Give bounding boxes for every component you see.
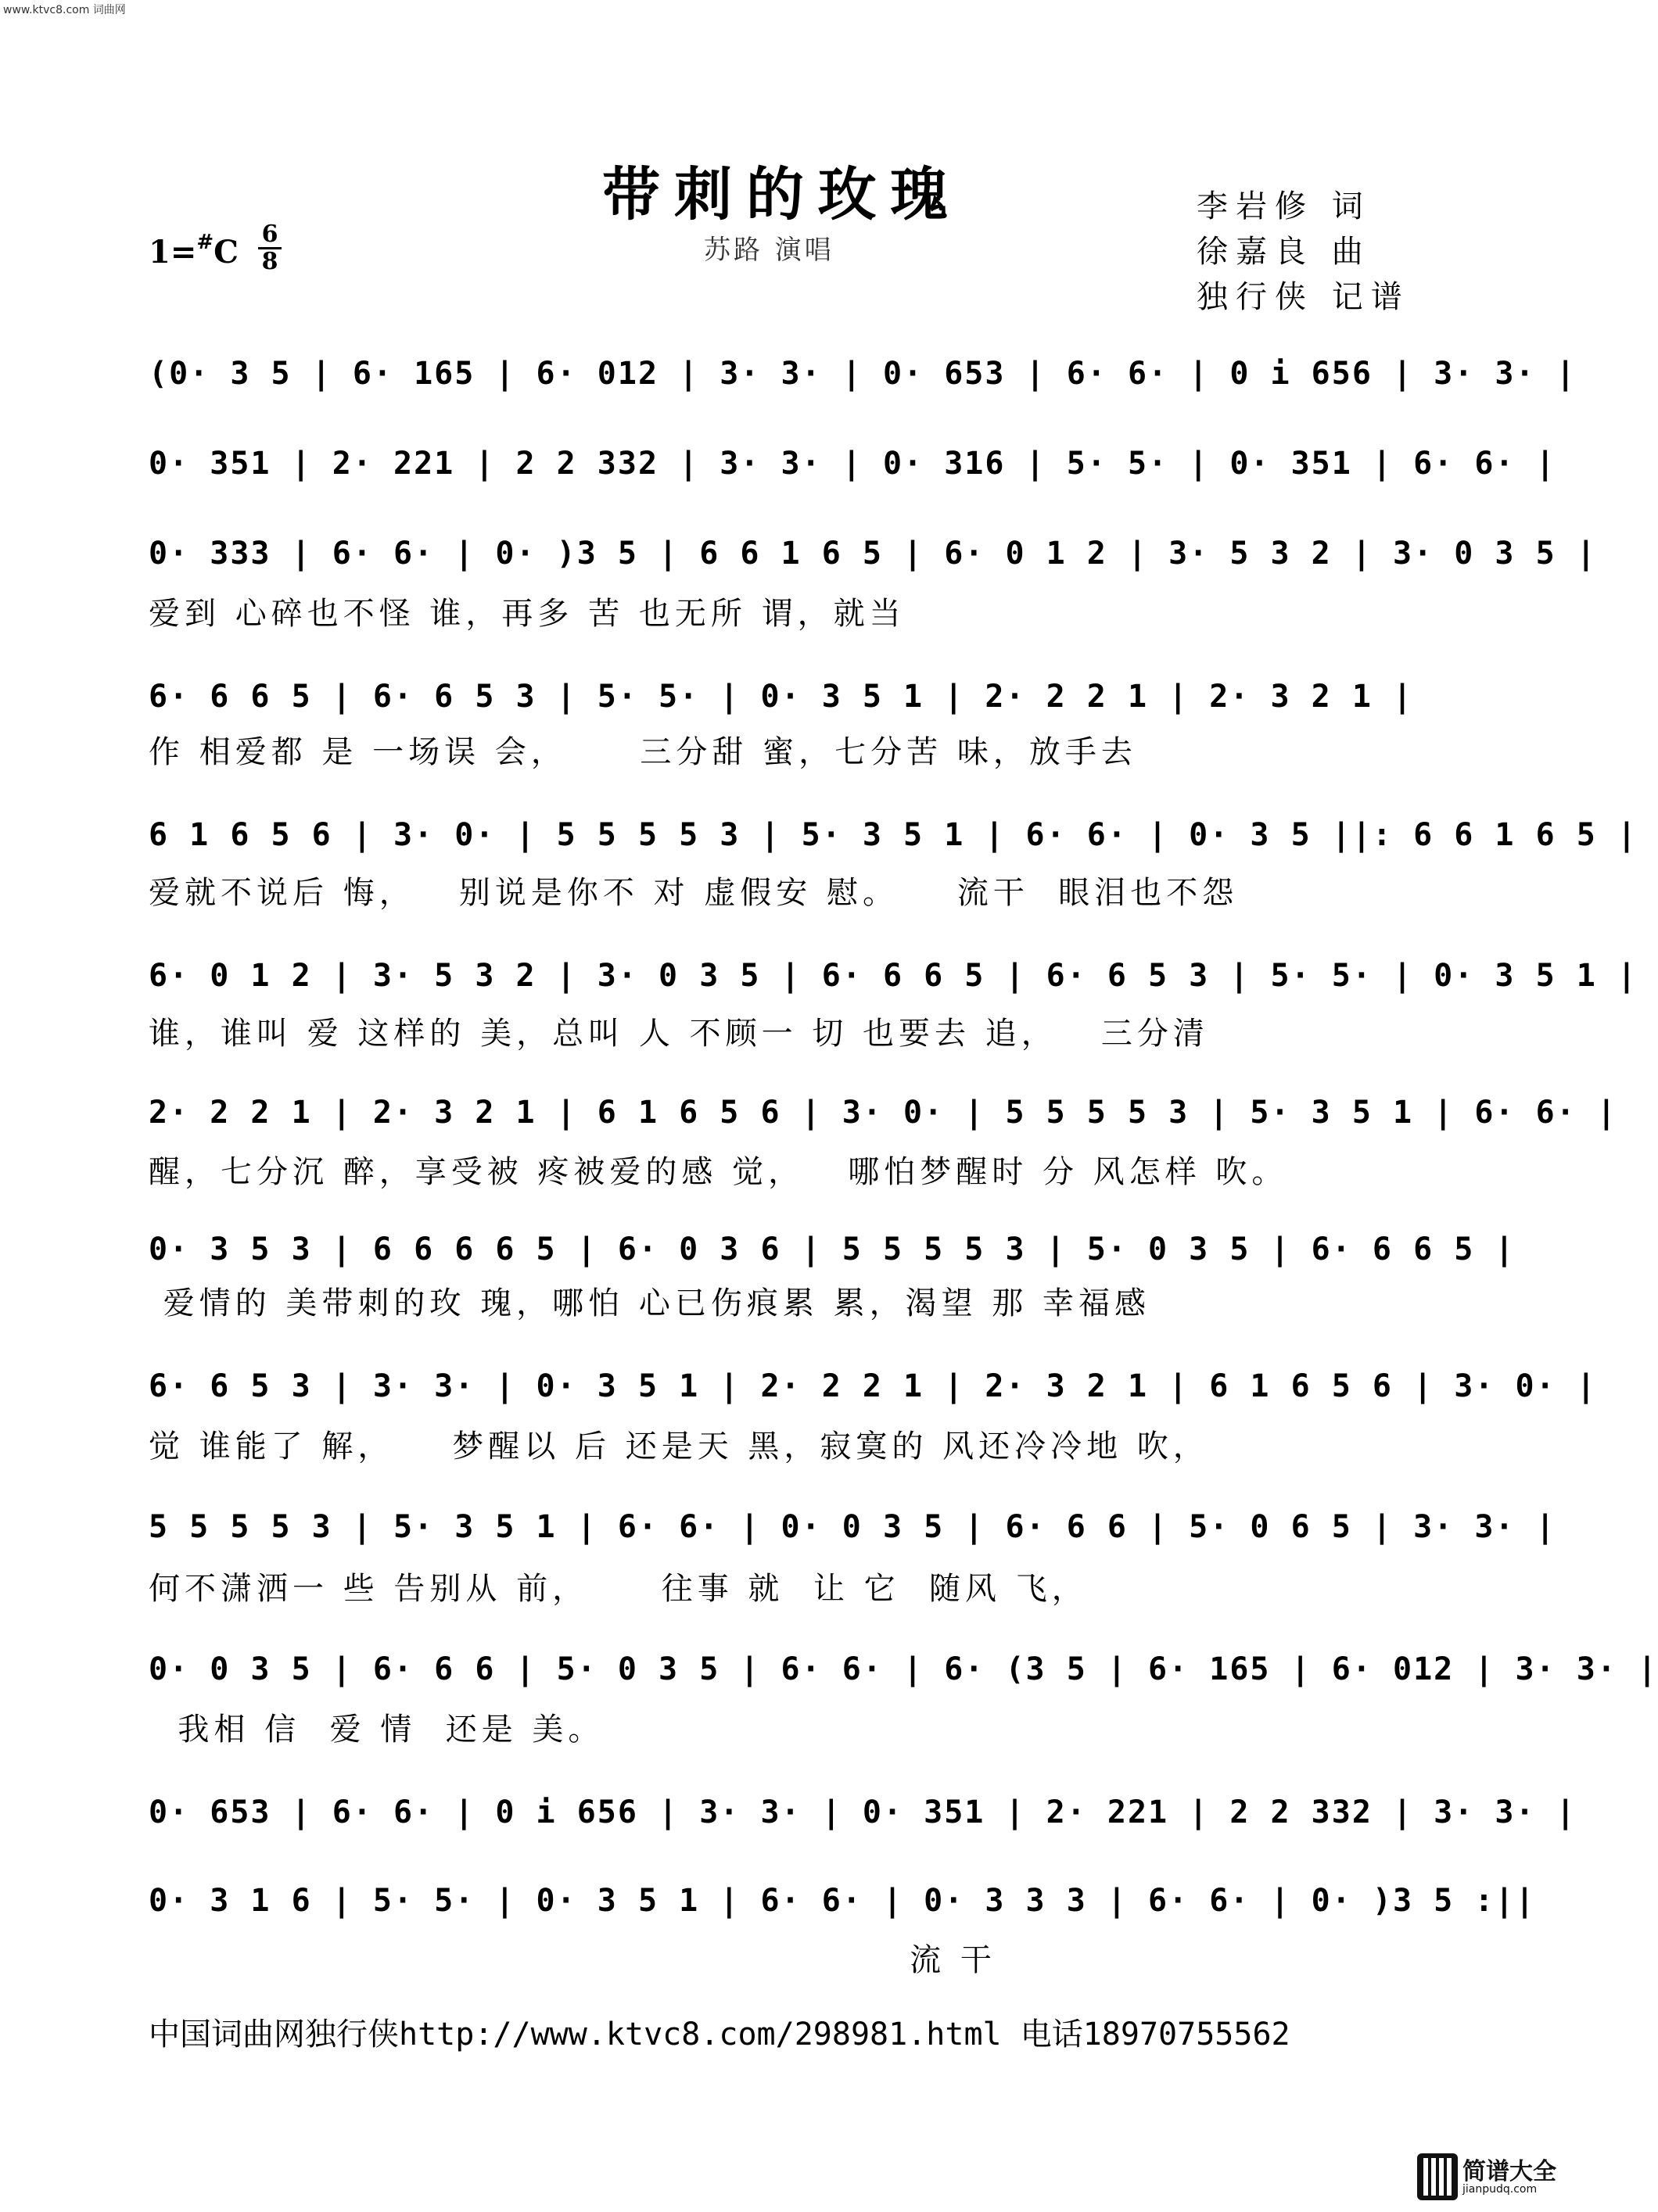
footer-source-info: 中国词曲网独行侠http://www.ktvc8.com/298981.html 电话18970755562 bbox=[149, 2017, 1290, 2052]
notation-line-4: 6· 6 6 5 | 6· 6 5 3 | 5· 5· | 0· 3 5 1 | 2· 2 2 1 | 2· 3 2 1 | bbox=[149, 679, 1414, 715]
lyrics-line-4: 作 相爱都 是 一场误 会， 三分甜 蜜，七分苦 味，放手去 bbox=[149, 734, 1137, 770]
lyrics-line-5: 爱就不说后 悔， 别说是你不 对 虚假安 慰。 流干 眼泪也不怨 bbox=[149, 875, 1239, 911]
notation-line-12: 0· 653 | 6· 6· | 0 i 656 | 3· 3· | 0· 351 | 2· 221 | 2 2 332 | 3· 3· | bbox=[149, 1794, 1577, 1830]
logo-name: 简谱大全 bbox=[1462, 2158, 1556, 2185]
key-note: C bbox=[214, 234, 239, 271]
lyrics-line-11: 我相 信 爱 情 还是 美。 bbox=[149, 1712, 605, 1748]
notation-line-2: 0· 351 | 2· 221 | 2 2 332 | 3· 3· | 0· 316 | 5· 5· | 0· 351 | 6· 6· | bbox=[149, 446, 1556, 482]
lyricist-credit: 李岩修 词 bbox=[1197, 188, 1371, 224]
lyrics-line-9: 觉 谁能了 解， 梦醒以 后 还是天 黑，寂寞的 风还冷冷地 吹， bbox=[149, 1429, 1209, 1465]
credits-block bbox=[1197, 184, 1410, 320]
notation-line-5: 6 1 6 5 6 | 3· 0· | 5 5 5 5 3 | 5· 3 5 1 | 6· 6· | 0· 3 5 ||: 6 6 1 6 5 | bbox=[149, 817, 1638, 853]
key-prefix: 1= bbox=[149, 234, 197, 271]
time-signature-top: 6 bbox=[261, 220, 278, 248]
key-signature bbox=[149, 231, 239, 271]
transcriber-credit: 独行侠 记谱 bbox=[1197, 279, 1410, 315]
notation-line-13: 0· 3 1 6 | 5· 5· | 0· 3 5 1 | 6· 6· | 0· 3 3 3 | 6· 6· | 0· )3 5 :|| bbox=[149, 1883, 1536, 1919]
lyrics-line-10: 何不潇洒一 些 告别从 前， 往事 就 让 它 随风 飞， bbox=[149, 1571, 1088, 1607]
time-signature bbox=[258, 220, 282, 275]
lyrics-line-3: 爱到 心碎也不怪 谁，再多 苦 也无所 谓，就当 bbox=[149, 596, 906, 632]
site-watermark: www.ktvc8.com 词曲网 bbox=[3, 4, 126, 16]
lyrics-line-6: 谁，谁叫 爱 这样的 美，总叫 人 不顾一 切 也要去 追， 三分清 bbox=[149, 1016, 1209, 1052]
notation-line-9: 6· 6 5 3 | 3· 3· | 0· 3 5 1 | 2· 2 2 1 | 2· 3 2 1 | 6 1 6 5 6 | 3· 0· | bbox=[149, 1368, 1597, 1404]
sharp-sign: # bbox=[196, 231, 214, 254]
song-title: 带刺的玫瑰 bbox=[602, 161, 962, 228]
site-logo bbox=[1417, 2150, 1554, 2205]
lyrics-line-7: 醒，七分沉 醉，享受被 疼被爱的感 觉， 哪怕梦醒时 分 风怎样 吹。 bbox=[149, 1154, 1288, 1190]
notation-line-10: 5 5 5 5 3 | 5· 3 5 1 | 6· 6· | 0· 0 3 5 | 6· 6 6 | 5· 0 6 5 | 3· 3· | bbox=[149, 1509, 1556, 1545]
notation-line-7: 2· 2 2 1 | 2· 3 2 1 | 6 1 6 5 6 | 3· 0· | 5 5 5 5 3 | 5· 3 5 1 | 6· 6· | bbox=[149, 1095, 1617, 1131]
lyrics-line-8: 爱情的 美带刺的玫 瑰，哪怕 心已伤痕累 累，渴望 那 幸福感 bbox=[149, 1285, 1151, 1321]
composer-credit: 徐嘉良 曲 bbox=[1197, 234, 1371, 270]
piano-icon bbox=[1417, 2153, 1458, 2200]
time-signature-bottom: 8 bbox=[261, 248, 278, 275]
notation-line-1: (0· 3 5 | 6· 165 | 6· 012 | 3· 3· | 0· 653 | 6· 6· | 0 i 656 | 3· 3· | bbox=[149, 356, 1577, 392]
logo-url: jianpudq.com bbox=[1462, 2183, 1538, 2196]
notation-line-8: 0· 3 5 3 | 6 6 6 6 5 | 6· 0 3 6 | 5 5 5 5 3 | 5· 0 3 5 | 6· 6 6 5 | bbox=[149, 1231, 1516, 1267]
notation-line-6: 6· 0 1 2 | 3· 5 3 2 | 3· 0 3 5 | 6· 6 6 5 | 6· 6 5 3 | 5· 5· | 0· 3 5 1 | bbox=[149, 958, 1638, 994]
lyrics-line-13: 流 干 bbox=[149, 1942, 996, 1978]
notation-line-11: 0· 0 3 5 | 6· 6 6 | 5· 0 3 5 | 6· 6· | 6· (3 5 | 6· 165 | 6· 012 | 3· 3· | bbox=[149, 1651, 1658, 1687]
notation-line-3: 0· 333 | 6· 6· | 0· )3 5 | 6 6 1 6 5 | 6· 0 1 2 | 3· 5 3 2 | 3· 0 3 5 | bbox=[149, 536, 1597, 572]
singer-credit: 苏路 演唱 bbox=[704, 235, 834, 266]
